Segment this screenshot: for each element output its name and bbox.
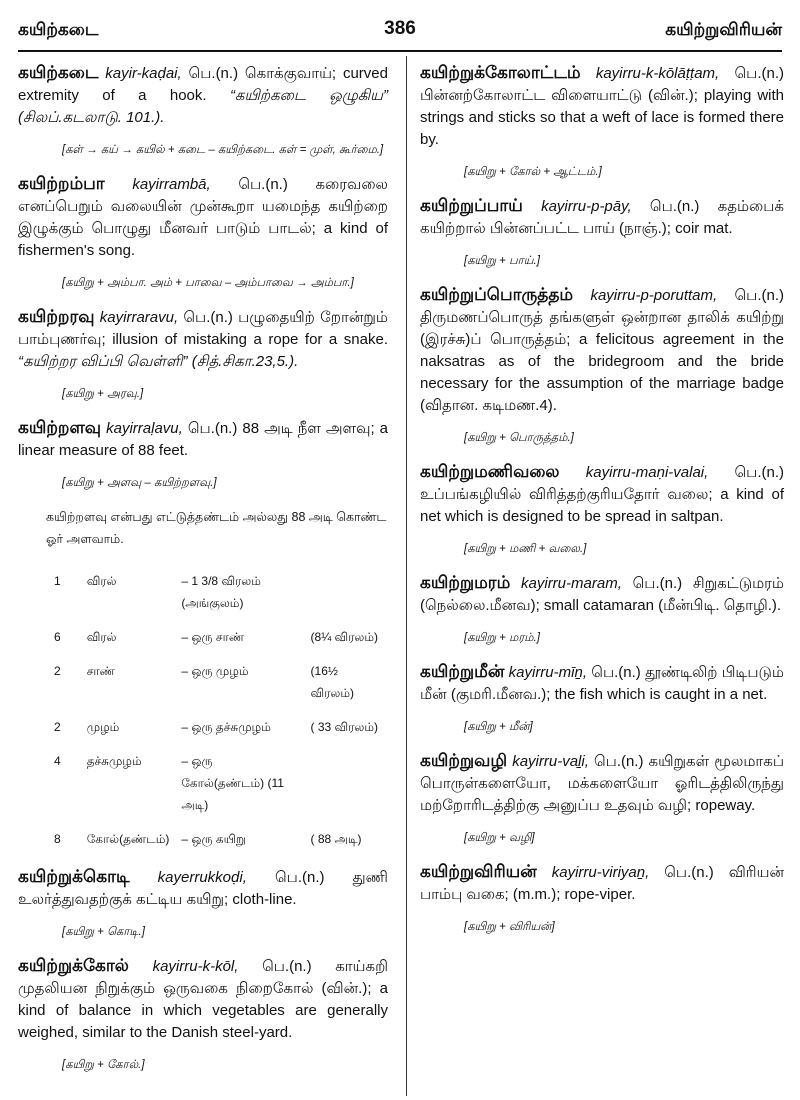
entry-kayirraravu <box>18 306 388 373</box>
definition: பெ.(n.) விரியன் பாம்பு வகை; (m.m.); rope-viper. <box>420 864 785 903</box>
definition: பெ.(n.) தூண்டிலிற் பிடிபடும் மீன் (குமரி.மீனவ.); the fish which is caught in a net. <box>420 664 784 703</box>
entry-kayirrumin <box>420 661 784 706</box>
measure-table <box>48 564 388 856</box>
definition: பெ.(n.) பின்னற்கோலாட்ட விளையாட்டு (வின்.); playing with strings and sticks so that a weft of lace is formed there by. <box>420 65 784 148</box>
definition: பெ.(n.) கயிறுகள் மூலமாகப் பொருள்களையோ, மக்களையோ ஓரிடத்திலிருந்து மற்றோரிடத்திற்கு அனுப்ப உதவும் வழி; ropeway. <box>420 753 784 814</box>
measure-cell-n: 2 <box>54 664 61 678</box>
quotation: “கயிற்றர விப்பி வெள்ளி” (சித்.சிகா.23,5.). <box>18 353 299 370</box>
etymology: [கயிறு + பாய்.] <box>464 255 540 267</box>
headword: கயிற்றுமணிவலை <box>420 462 560 481</box>
measure-cell-a: விரல் <box>86 574 117 588</box>
etymology: [கயிறு + அம்பா. அம் + பாவை – அம்பாவை → அம்பா.] <box>62 277 354 289</box>
transliteration: kayirru-mīṉ, <box>508 664 587 681</box>
measure-row <box>48 710 388 744</box>
transliteration: kayirru-maṇi-valai, <box>585 464 709 481</box>
etymology: [கயிறு + மணி + வலை.] <box>464 543 587 555</box>
definition: பெ.(n.) உப்பங்கழியில் விரித்தற்குரியதோர் வலை; a kind of net which is designed to be spread in saltpan. <box>420 464 785 525</box>
transliteration: kayirraravu, <box>99 309 179 326</box>
entry-kayirruppay <box>420 195 784 240</box>
etymology: [கயிறு + அளவு – கயிற்றளவு.] <box>62 477 217 489</box>
etymology: [கயிறு + மரம்.] <box>464 632 540 644</box>
headword: கயிற்றம்பா <box>18 174 105 193</box>
headword: கயிற்றளவு <box>18 418 102 437</box>
etymology: [கயிறு + பொருத்தம்.] <box>464 432 574 444</box>
measure-row <box>48 620 388 654</box>
headword: கயிற்றுவிரியன் <box>420 862 537 881</box>
transliteration: kayir-kaḍai, <box>105 65 182 82</box>
measure-cell-b: – ஒரு சாண் <box>181 630 245 644</box>
measure-cell-c <box>305 744 388 822</box>
measure-cell-a: விரல் <box>86 630 117 644</box>
transliteration: kayirru-k-kōl, <box>152 958 239 975</box>
etymology: [கள் → கய் → கயில் + கடை – கயிற்கடை. கள் = முள், கூர்மை.] <box>62 144 384 156</box>
explanatory-note: கயிற்றளவு என்பது எட்டுத்தண்டம் அல்லது 88 அடி கொண்ட ஓர் அளவாம். <box>46 510 387 546</box>
measure-row <box>48 654 388 710</box>
transliteration: kayirraḷavu, <box>106 420 183 437</box>
header-right-guideword: கயிற்றுவிரியன் <box>665 20 782 39</box>
entry-kayirruviriyan <box>420 861 784 906</box>
etymology: [கயிறு + மீன்] <box>464 721 533 733</box>
headword: கயிற்றுக்கொடி <box>18 867 130 886</box>
measure-cell-n: 4 <box>54 754 61 768</box>
entry-kayirrukkol <box>18 955 388 1044</box>
headword: கயிற்கடை <box>18 63 99 82</box>
transliteration: kayirru-k-kōlāṭṭam, <box>595 65 720 82</box>
measure-cell-b: – ஒரு முழம் <box>181 664 249 678</box>
measure-cell-n: 2 <box>54 720 61 734</box>
header-left-guideword: கயிற்கடை <box>18 20 99 39</box>
measure-cell-a: சாண் <box>86 664 115 678</box>
measure-cell-n: 8 <box>54 832 61 846</box>
measure-cell-n: 1 <box>54 574 61 588</box>
entry-kayirramba <box>18 173 388 262</box>
entry-kayirruvali <box>420 750 784 817</box>
measure-cell-a: கோல்(தண்டம்) <box>86 832 170 846</box>
column-divider <box>406 56 407 1096</box>
measure-cell-c: (16½ விரலம்) <box>310 664 355 700</box>
headword: கயிற்றுப்பாய் <box>420 196 523 215</box>
measure-cell-a: தச்சுமுழம் <box>86 754 142 768</box>
entry-kayirrupporuttam <box>420 284 784 417</box>
measure-cell-b: – ஒரு கயிறு <box>181 832 246 846</box>
entry-kayirrukkolattam <box>420 62 784 151</box>
transliteration: kayirru-viriyaṉ, <box>551 864 650 881</box>
transliteration: kayirru-maram, <box>521 575 622 592</box>
etymology: [கயிறு + கொடி.] <box>62 926 145 938</box>
definition: பெ.(n.) சிறுகட்டுமரம் (நெல்லை.மீனவ); small catamaran (மீன்பிடி. தொழி.). <box>420 575 784 614</box>
headword: கயிற்றுக்கோலாட்டம் <box>420 63 581 82</box>
etymology: [கயிறு + கோல் + ஆட்டம்.] <box>464 166 602 178</box>
measure-row <box>48 744 388 822</box>
measure-cell-b: – 1 3/8 விரலம் (அங்குலம்) <box>181 574 261 610</box>
left-column <box>18 62 388 1088</box>
page-number: 386 <box>384 18 416 39</box>
definition: பெ.(n.) பழுதையிற் றோன்றும் பாம்புணர்வு; illusion of mistaking a rope for a snake. <box>18 309 388 348</box>
definition: பெ.(n.) கரைவலை எனப்பெறும் வலையின் முன்கூறா யமைந்த கயிற்றை இழுக்கும் பொழுது மீனவர் பாடும் பாடல்; a kind of fishermen's song. <box>18 176 388 259</box>
etymology: [கயிறு + வழி] <box>464 832 535 844</box>
page-header <box>18 12 782 52</box>
entry-kayirrumaram <box>420 572 784 617</box>
entry-kayirralavu <box>18 417 388 462</box>
etymology: [கயிறு + அரவு.] <box>62 388 144 400</box>
measure-row <box>48 822 388 856</box>
etymology: [கயிறு + கோல்.] <box>62 1059 145 1071</box>
headword: கயிற்றுமீன் <box>420 662 505 681</box>
definition: பெ.(n.) திருமணப்பொருத் தங்களுள் ஒன்றான தாலிக் கயிற்று (இரச்சு)ப் பொருத்தம்; a felicitous agreement in the naksatras as of the bridegroom and the bride necessary for the assumption of the marriage badge (விதான. கடிமண.4). <box>420 287 784 414</box>
measure-cell-c: (8¼ விரலம்) <box>310 630 379 644</box>
definition: பெ.(n.) கதம்பைக் கயிற்றால் பின்னப்பட்ட பாய் (நாஞ்.); coir mat. <box>420 198 784 237</box>
definition: பெ.(n.) துணி உலர்த்துவதற்குக் கட்டிய கயிறு; cloth-line. <box>18 869 388 908</box>
definition: பெ.(n.) 88 அடி நீள அளவு; a linear measure of 88 feet. <box>18 420 388 459</box>
transliteration: kayirru-vaḻi, <box>512 753 589 770</box>
measure-cell-b: – ஒரு கோல்(தண்டம்) (11 அடி) <box>181 754 284 812</box>
measure-cell-n: 6 <box>54 630 61 644</box>
headword: கயிற்றுக்கோல் <box>18 956 129 975</box>
quotation: “கயிற்கடை ஒழுகிய” (சிலப்.கடலாடு. 101.). <box>18 87 388 126</box>
etymology: [கயிறு + விரியன்] <box>464 921 555 933</box>
measure-cell-c: ( 88 அடி) <box>310 832 362 846</box>
definition: பெ.(n.) காய்கறி முதலியன நிறுக்கும் ஒருவகை நிறைகோல் (வின்.); a kind of balance in which vegetables are generally weighed, similar to the Danish steel-yard. <box>18 958 389 1041</box>
measure-cell-c <box>305 564 388 620</box>
transliteration: kayirru-p-pāy, <box>541 198 632 215</box>
measure-row <box>48 564 388 620</box>
headword: கயிற்றுவழி <box>420 751 508 770</box>
transliteration: kayirrambā, <box>132 176 211 193</box>
right-column <box>420 62 784 950</box>
headword: கயிற்றரவு <box>18 307 95 326</box>
measure-cell-b: – ஒரு தச்சுமுழம் <box>181 720 271 734</box>
headword: கயிற்றுப்பொருத்தம் <box>420 285 574 304</box>
measure-cell-a: முழம் <box>86 720 120 734</box>
entry-kayirrumanivalai <box>420 461 784 528</box>
transliteration: kayerrukkoḍi, <box>157 869 247 886</box>
entry-kayirrukkodi <box>18 866 388 911</box>
definition: பெ.(n.) கொக்குவாய்; curved extremity of a hook. <box>18 65 388 104</box>
transliteration: kayirru-p-poruttam, <box>590 287 718 304</box>
entry-kayirkadai <box>18 62 388 129</box>
headword: கயிற்றுமரம் <box>420 573 511 592</box>
measure-cell-c: ( 33 விரலம்) <box>310 720 379 734</box>
